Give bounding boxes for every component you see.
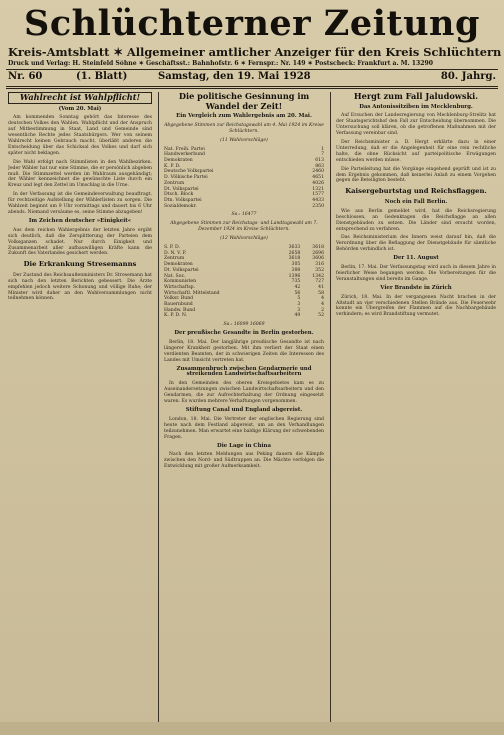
vote-count-reichstag: 49	[294, 313, 301, 319]
election-table-dec-1924	[164, 245, 324, 319]
article-paragraph: Der Reichsminister a. D. Hergt erklärte dazu in einer Unterredung, daß er die Angelegenheit für eine rein rechtliche halte, die ohne Rücksicht auf parteipolitische Erwägungen entschieden werden müsse.	[336, 140, 496, 163]
article-headline: Wahlrecht ist Wahlpflicht!	[8, 92, 152, 104]
column-3	[336, 92, 496, 321]
vote-count-landtag: 58	[318, 290, 324, 296]
section-heading: Zusammenbruch zwischen Gendarmerie und streikenden Landwirtschaftsarbeitern	[176, 365, 312, 378]
party-name: Dt. Volkspartei	[164, 186, 199, 192]
article-paragraph: London, 18. Mai. Die Vertreter der englischen Regierung sind heute nach dem Festland abgereist, um an den Verhandlungen teilzunehmen. Man erwartet eine baldige Klärung der schwebenden Fragen.	[164, 416, 324, 440]
vote-count: 863	[315, 163, 324, 169]
vote-count: 613	[315, 158, 324, 164]
party-name: S. P. D.	[164, 244, 180, 250]
vote-count-landtag: 352	[315, 267, 324, 273]
vote-count-reichstag: 3633	[288, 244, 301, 250]
vote-count-landtag: 41	[318, 284, 324, 290]
table-total: Sa.: 16099 16069	[223, 322, 265, 328]
column-divider	[330, 92, 331, 722]
party-name: Bauernbund	[164, 302, 193, 308]
sheet-number: (1. Blatt)	[76, 71, 128, 82]
election-table-may-1924	[164, 147, 324, 210]
party-name: K. P. D.	[164, 163, 181, 169]
article-paragraph: Nach den letzten Meldungen aus Peking dauern die Kämpfe zwischen den Nord- und Südtruppen an. Die Mächte verfolgen die Entwicklung mit großer Aufmerksamkeit.	[164, 452, 324, 470]
party-name: Zentrum	[164, 180, 185, 186]
section-heading: Vier Brandste in Zürich	[380, 284, 452, 291]
table-row	[164, 204, 324, 210]
party-name: Wirtschaftsp.	[164, 284, 196, 290]
party-name: Nat. Soz.	[164, 273, 186, 279]
vote-count-reichstag: 3	[297, 302, 301, 308]
vote-count-landtag: 2696	[312, 250, 324, 256]
vote-count-reichstag: 42	[294, 284, 301, 290]
party-name: K. P. D. N.	[164, 313, 188, 319]
issue-number: Nr. 60	[8, 71, 43, 82]
divider	[6, 86, 498, 87]
party-name: Dtsch. Block	[164, 192, 194, 198]
article-paragraph: Am kommenden Sonntag gehört das Interesse des deutschen Volkes den Wahlen. Wahlpflicht und der Anspruch auf Mitbestimmung in Staat, Land und Gemeinde sind wesentliche Rechte jedes Staatsbürgers. Wer von seinem Wahlrecht keinen Gebrauch macht, überläßt anderen die Entscheidung über das Schicksal des Volkes und darf sich später nicht beklagen.	[8, 115, 152, 156]
article-headline: Die Erkrankung Stresemanns	[23, 260, 137, 269]
article-byline: (Vom 20. Mai)	[58, 105, 102, 112]
vote-count: 1577	[312, 192, 324, 198]
article-paragraph: Die Parteileitung hat die Vorgänge eingehend geprüft und ist zu dem Ergebnis gekommen, daß keinerlei Anlaß zu einem Vorgehen gegen die Beteiligten besteht.	[336, 166, 496, 184]
vote-count-reichstag: 56	[294, 290, 301, 296]
table-caption: (12 Wahlvorschläge)	[220, 236, 268, 242]
article-headline: Kaisergeburtstag und Reichsflaggen.	[345, 187, 487, 196]
section-heading: Das Antonissitziben im Mecklenburg.	[359, 103, 473, 110]
vote-count-landtag: 727	[315, 279, 324, 285]
divider	[6, 88, 498, 89]
section-heading: Noch ein Fall Berlin.	[384, 198, 448, 205]
section-heading: Die Lage in China	[217, 442, 271, 449]
newspaper-subtitle: Kreis-Amtsblatt ✶ Allgemeiner amtlicher Anzeiger für den Kreis Schlüchtern	[8, 45, 502, 59]
vote-count: 7	[321, 152, 324, 158]
column-divider	[158, 92, 159, 722]
party-name: Volksr. Bund	[164, 296, 194, 302]
vote-count-landtag: 4	[321, 302, 324, 308]
vote-count-reichstag: 1396	[288, 273, 301, 279]
party-name: Demokraten	[164, 158, 193, 164]
article-paragraph: Zürich, 18. Mai. In der vergangenen Nacht brachen in der Altstadt an vier verschiedenen Stellen Brände aus. Die Feuerwehr konnte ein Übergreifen der Flammen auf die Nachbargebäude verhindern; es wird Brandstiftung vermutet.	[336, 294, 496, 318]
article-paragraph: Der Zustand des Reichsaußenministers Dr. Stresemann hat sich nach den letzten Berichten gebessert. Die Ärzte empfehlen jedoch weitere Schonung und völlige Ruhe; der Minister wird daher an den Wahlversammlungen nicht teilnehmen können.	[8, 272, 152, 302]
divider	[6, 69, 498, 70]
section-heading: Der preußische Gesandte in Berlin gestorben.	[174, 330, 314, 337]
article-paragraph: In der Verfassung ist die Gemeindeverwaltung beauftragt, für rechtzeitige Aufstellung der Wählerlisten zu sorgen. Die Wahlzeit beginnt um 9 Uhr vormittags und dauert bis 6 Uhr abends. Niemand versäume es, seine Stimme abzugeben!	[8, 192, 152, 215]
vote-count-reichstag: 3	[297, 307, 301, 313]
vote-count: 2350	[312, 203, 324, 209]
table-caption: (11 Wahlvorschläge)	[220, 137, 268, 143]
vote-count-landtag: 4	[321, 296, 324, 302]
vote-count: 2460	[312, 169, 324, 175]
vote-count-landtag: 3606	[312, 256, 324, 262]
article-paragraph: Wie aus Berlin gemeldet wird, hat die Reichsregierung beschlossen, an Gedenktagen die Reichsflagge an allen Dienstgebäuden zu setzen. Die Länder sind ersucht worden, entsprechend zu verfahren.	[336, 208, 496, 232]
section-heading: Stiftung Canal und England abgereist.	[185, 407, 303, 413]
section-heading: Der 11. August	[393, 255, 439, 262]
vote-count-landtag: 1342	[312, 273, 324, 279]
vote-count: 4651	[312, 175, 324, 181]
article-paragraph: Das Reichsministerium des Innern weist darauf hin, daß die Verordnung über die Beflaggung der Dienstgebäude für sämtliche Behörden verbindlich ist.	[336, 235, 496, 253]
party-name: D. N. V. P.	[164, 250, 187, 256]
table-intro: Abgegebene Stimmen zur Reichstagswahl am 4. Mai 1924 im Kreise Schlüchtern.	[164, 122, 324, 134]
party-name: Wirtschaftl. Mittelstand	[164, 290, 220, 296]
vote-count: 1321	[312, 186, 324, 192]
article-paragraph: Berlin, 18. Mai. Der langjährige preußische Gesandte ist nach längerer Krankheit gestorben. Mit ihm verliert der Staat einen verdienten Beamten, der in schwierigen Zeiten die Interessen des Landes mit Umsicht vertreten hat.	[164, 339, 324, 363]
newspaper-title: Schlüchterner Zeitung	[24, 3, 480, 44]
page-bottom-edge	[0, 722, 504, 735]
section-heading: Im Zeichen deutscher »Einigkeit«	[28, 217, 132, 224]
article-paragraph: Berlin, 17. Mai. Der Verfassungstag wird auch in diesem Jahre in feierlicher Weise begangen werden. Die Vorbereitungen für die Veranstaltungen sind bereits im Gange.	[336, 265, 496, 282]
dateline	[8, 71, 496, 85]
party-name: Sozialdemokr.	[164, 203, 197, 209]
article-paragraph: Aus dem reichen Wahlergebnis der letzten Jahre ergibt sich deutlich, daß die Zersplitterung der Parteien dem Volksganzen schadet. Nur durch Einigkeit und Zusammenarbeit aller aufbauwilligen Kräfte kann die Zukunft des Vaterlandes gesichert werden.	[8, 227, 152, 257]
table-intro: Abgegebene Stimmen zur Reichstags- und Landtagswahl am 7. Dezember 1924 im Kreise Schlüchtern.	[170, 221, 318, 233]
imprint-line: Druck und Verlag: H. Steinfeld Söhne ✶ Geschäftsst.: Bahnhofstr. 6 ✶ Fernspr.: Nr. 149 ✶ Postscheck: Frankfurt a. M. 13290	[8, 60, 433, 67]
vote-count-reichstag: 388	[291, 267, 301, 273]
party-name: Handwerkerbund	[164, 152, 205, 158]
volume-year: 80. Jahrg.	[440, 71, 496, 82]
vote-count-landtag: 52	[318, 313, 324, 319]
table-row	[164, 313, 324, 319]
party-name: Dtn. Volkspartei	[164, 197, 202, 203]
article-paragraph: Die Wahl erfolgt nach Stimmlisten in den Wahlbezirken. Jeder Wähler hat nur eine Stimme, die er persönlich abgeben muß. Die Stimmzettel werden im Wahlraum ausgehändigt; der Wähler kennzeichnet die gewünschte Liste durch ein Kreuz und legt den Zettel im Umschlag in die Urne.	[8, 159, 152, 189]
vote-count-reichstag: 3618	[288, 256, 301, 262]
vote-count-reichstag: 305	[291, 262, 301, 268]
column-2	[164, 92, 324, 473]
party-name: Handw. Bund	[164, 307, 196, 313]
vote-count-reichstag: 5	[297, 296, 301, 302]
vote-count-reichstag: 2658	[288, 250, 301, 256]
vote-count-landtag: 3618	[312, 244, 324, 250]
party-name: Dt. Volkspartei	[164, 267, 199, 273]
party-name: Demokraten	[164, 262, 193, 268]
party-name: Zentrum	[164, 256, 185, 262]
article-headline: Die politische Gesinnung im Wandel der Zeit!	[178, 92, 310, 111]
section-heading: Ein Vergleich zum Wahlergebnis am 20. Mai.	[176, 113, 312, 119]
vote-count-landtag: 316	[315, 262, 324, 268]
vote-count: 4433	[312, 197, 324, 203]
party-name: Nat. Freih. Partei	[164, 146, 205, 152]
article-headline: Hergt zum Fall Jaludowski.	[353, 92, 479, 101]
table-total: Sa.: 16477	[231, 212, 257, 218]
party-name: Deutsche Volkspartei	[164, 169, 214, 175]
column-1	[8, 92, 152, 305]
vote-count-landtag: 2	[321, 307, 324, 313]
article-paragraph: Auf Ersuchen der Landesregierung von Mecklenburg-Strelitz hat der Staatsgerichtshof den Fall zur Entscheidung übernommen. Die Untersuchung soll klären, ob die getroffenen Maßnahmen mit der Verfassung vereinbar sind.	[336, 113, 496, 137]
vote-count-reichstag: 735	[291, 279, 301, 285]
issue-date: Samstag, den 19. Mai 1928	[158, 71, 311, 82]
party-name: D. Völkische Partei	[164, 175, 208, 181]
vote-count: 4026	[312, 180, 324, 186]
vote-count: 1	[321, 146, 324, 152]
article-paragraph: In den Gemeinden des oberen Kreisgebietes kam es zu Auseinandersetzungen zwischen Landwirtschaftsarbeitern und den Gendarmen, die zur Aufrechterhaltung der Ordnung eingesetzt waren. Es wurden mehrere Verhaftungen vorgenommen.	[164, 381, 324, 405]
party-name: Kommunisten	[164, 279, 197, 285]
